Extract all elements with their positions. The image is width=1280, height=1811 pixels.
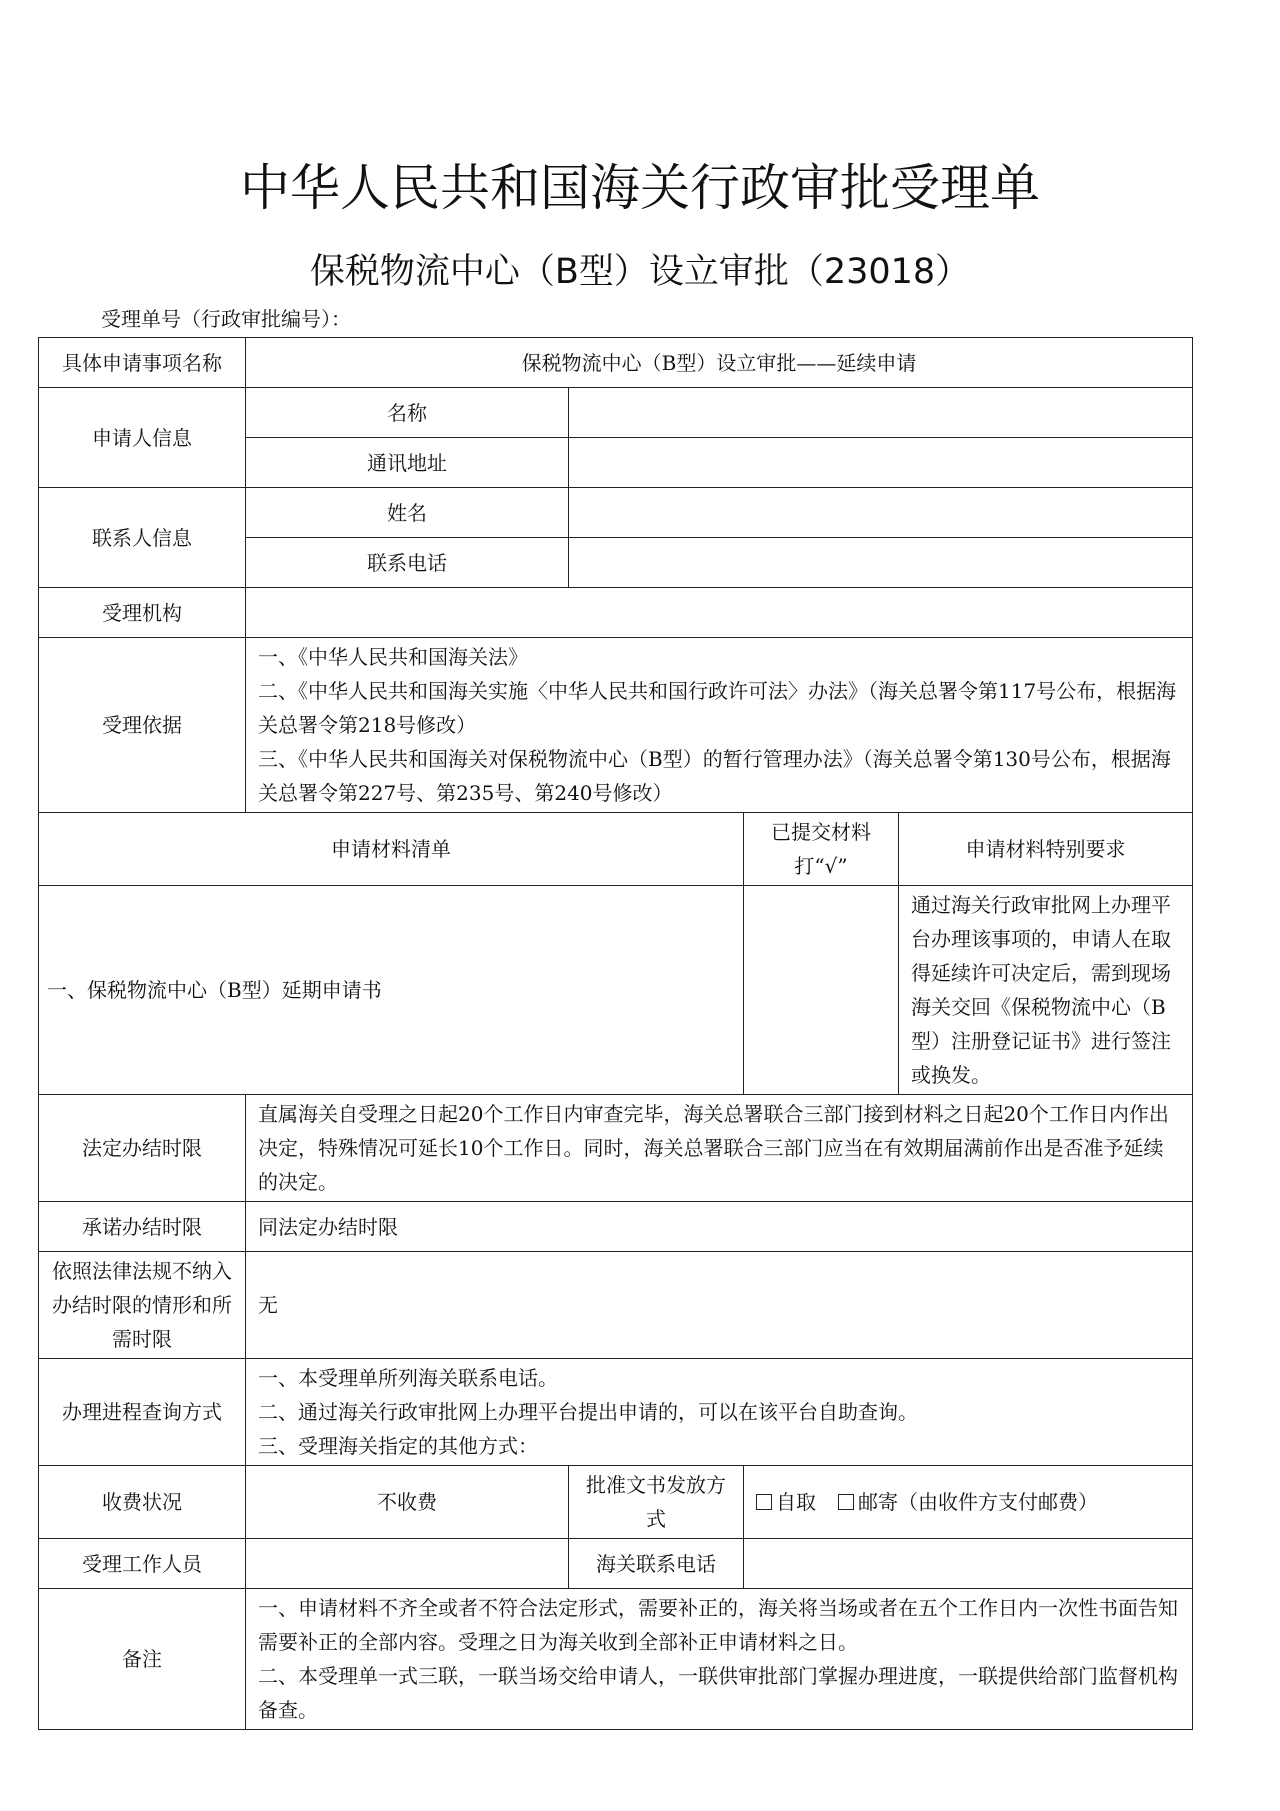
basis-row [39, 638, 1193, 813]
customs-phone-field[interactable] [744, 1539, 1193, 1589]
page-subtitle: 保税物流中心（B型）设立审批（23018） [309, 252, 971, 292]
fee-label: 收费状况 [39, 1466, 246, 1539]
staff-row [39, 1539, 1193, 1589]
basis-content [246, 638, 1193, 813]
item-name-label: 具体申请事项名称 [39, 338, 246, 388]
excluded-row [39, 1252, 1193, 1359]
remarks-label: 备注 [39, 1589, 246, 1730]
contact-name-label: 姓名 [246, 488, 569, 538]
contact-phone-label: 联系电话 [246, 538, 569, 588]
query-line: 一、本受理单所列海关联系电话。 [258, 1366, 558, 1390]
page-title: 中华人民共和国海关行政审批受理单 [240, 159, 1040, 217]
materials-header-row [39, 813, 1193, 886]
contact-name-row [39, 488, 1193, 538]
fee-row [39, 1466, 1193, 1539]
agency-field[interactable] [246, 588, 1193, 638]
agency-label: 受理机构 [39, 588, 246, 638]
promised-limit-label: 承诺办结时限 [39, 1202, 246, 1252]
applicant-address-field[interactable] [569, 438, 1193, 488]
item-name-value: 保税物流中心（B型）设立审批——延续申请 [246, 338, 1193, 388]
materials-requirements-header: 申请材料特别要求 [899, 813, 1193, 886]
customs-phone-label: 海关联系电话 [569, 1539, 744, 1589]
basis-line: 三、《中华人民共和国海关对保税物流中心（B型）的暂行管理办法》（海关总署令第130号公布，根据海关总署令第227号、第235号、第240号修改） [258, 747, 1171, 805]
promised-limit-value: 同法定办结时限 [246, 1202, 1193, 1252]
remarks-line: 二、本受理单一式三联，一联当场交给申请人，一联供审批部门掌握办理进度，一联提供给部门监督机构备查。 [258, 1664, 1178, 1722]
delivery-option-pickup[interactable] [756, 1485, 816, 1519]
doc-number-label: 受理单号（行政审批编号）： [101, 307, 351, 331]
contact-info-label: 联系人信息 [39, 488, 246, 588]
basis-label: 受理依据 [39, 638, 246, 813]
materials-list-header: 申请材料清单 [39, 813, 744, 886]
excluded-value: 无 [246, 1252, 1193, 1359]
applicant-name-label: 名称 [246, 388, 569, 438]
staff-field[interactable] [246, 1539, 569, 1589]
query-label: 办理进程查询方式 [39, 1359, 246, 1466]
legal-limit-value: 直属海关自受理之日起20个工作日内审查完毕，海关总署联合三部门接到材料之日起20个工作日内作出决定，特殊情况可延长10个工作日。同时，海关总署联合三部门应当在有效期届满前作出是否准予延续的决定。 [246, 1095, 1193, 1202]
query-line: 二、通过海关行政审批网上办理平台提出申请的，可以在该平台自助查询。 [258, 1400, 918, 1424]
applicant-name-field[interactable] [569, 388, 1193, 438]
legal-limit-label: 法定办结时限 [39, 1095, 246, 1202]
checkbox-icon [756, 1494, 772, 1510]
delivery-method-label: 批准文书发放方式 [569, 1466, 744, 1539]
acceptance-form-table [38, 337, 1193, 1730]
material-row [39, 886, 1193, 1095]
remarks-row [39, 1589, 1193, 1730]
fee-value: 不收费 [246, 1466, 569, 1539]
delivery-option-mail[interactable] [838, 1485, 1098, 1519]
material-name: 一、保税物流中心（B型）延期申请书 [39, 886, 744, 1095]
promised-limit-row [39, 1202, 1193, 1252]
delivery-options [744, 1466, 1193, 1539]
contact-phone-field[interactable] [569, 538, 1193, 588]
material-requirement: 通过海关行政审批网上办理平台办理该事项的，申请人在取得延续许可决定后，需到现场海关交回《保税物流中心（B型）注册登记证书》进行签注或换发。 [899, 886, 1193, 1095]
materials-submitted-header: 已提交材料打“√” [744, 813, 899, 886]
delivery-option-label: 自取 [776, 1490, 816, 1514]
remarks-content [246, 1589, 1193, 1730]
remarks-line: 一、申请材料不齐全或者不符合法定形式，需要补正的，海关将当场或者在五个工作日内一次性书面告知需要补正的全部内容。受理之日为海关收到全部补正申请材料之日。 [258, 1596, 1178, 1654]
checkbox-icon [838, 1494, 854, 1510]
query-row [39, 1359, 1193, 1466]
staff-label: 受理工作人员 [39, 1539, 246, 1589]
agency-row [39, 588, 1193, 638]
item-name-row [39, 338, 1193, 388]
material-submitted-checkbox[interactable] [744, 886, 899, 1095]
contact-name-field[interactable] [569, 488, 1193, 538]
query-line: 三、受理海关指定的其他方式： [258, 1434, 538, 1458]
basis-line: 二、《中华人民共和国海关实施〈中华人民共和国行政许可法〉办法》（海关总署令第117号公布，根据海关总署令第218号修改） [258, 679, 1177, 737]
delivery-option-label: 邮寄（由收件方支付邮费） [858, 1490, 1098, 1514]
legal-limit-row [39, 1095, 1193, 1202]
excluded-label: 依照法律法规不纳入办结时限的情形和所需时限 [39, 1252, 246, 1359]
applicant-info-label: 申请人信息 [39, 388, 246, 488]
applicant-address-label: 通讯地址 [246, 438, 569, 488]
basis-line: 一、《中华人民共和国海关法》 [258, 645, 528, 669]
query-content [246, 1359, 1193, 1466]
applicant-name-row [39, 388, 1193, 438]
